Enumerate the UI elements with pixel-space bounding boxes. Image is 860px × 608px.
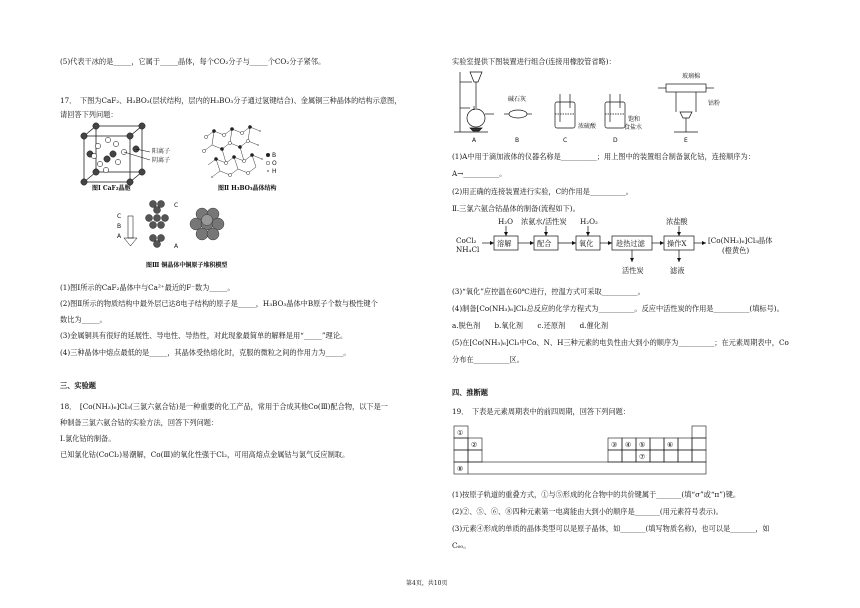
q17-part2-line2: 数比为_____。 — [60, 315, 107, 324]
label-apparatus-d: D — [613, 137, 618, 144]
label-apparatus-e: E — [684, 137, 688, 144]
flow-step-complex: 配合 — [537, 239, 552, 248]
label-cobalt-powder: 钴粉 — [708, 100, 721, 107]
fig3-layer-a: A — [117, 233, 122, 240]
flow-step-operation-x: 操作X — [667, 239, 687, 248]
fig2-legend-o: O — [272, 160, 277, 167]
table-mark-7: ⑦ — [639, 452, 646, 461]
q17-intro-line1: 17． 下图为CaF₂、H₃BO₃(层状结构，层内的H₃BO₃分子通过氢键结合)、金属铜三种晶体的结构示意图， — [60, 96, 402, 105]
flow-product: [Co(NH₃)₆]Cl₃晶体 — [708, 236, 773, 245]
flow-reagent-ammonia-carbon: 浓氨水/活性炭 — [521, 217, 567, 226]
flow-step-dissolve: 溶解 — [497, 239, 512, 248]
q18-part-II: Ⅱ.三氯六氨合钴晶体的制备(流程如下)。 — [452, 204, 580, 213]
label-saturated-2: 食盐水 — [624, 124, 643, 131]
fig2-legend-b: B — [272, 152, 277, 159]
flow-reactant-nh4cl: NH₄Cl — [456, 245, 480, 254]
copper-packing-figure — [116, 196, 246, 258]
q19-part3-line1: (3)元素④形成的单质的晶体类型可以是原子晶体，如_______(填写物质名称)，也可以是_______，如 — [452, 524, 770, 533]
flow-reagent-water: H₂O — [498, 217, 514, 226]
section-inference-heading: 四、推断题 — [452, 388, 488, 397]
q17-part1: (1)图Ⅰ所示的CaF₂晶体中与Ca²⁺最近的F⁻数为_____。 — [60, 283, 235, 292]
q16-part5: (5)代表干冰的是_____，它属于_____晶体，每个CO₂分子与_____个CO₂分子紧邻。 — [60, 57, 326, 66]
q18-part1-line1: (1)A中用于滴加液体的仪器名称是__________；用上图中的装置组合制备氯化钴，连接顺序为： — [452, 152, 755, 161]
flow-reactant-cocl2: CoCl₂ — [456, 236, 477, 245]
periodic-table-outline — [452, 424, 712, 484]
q18-part4-line1: (4)制备[Co(NH₃)₆]Cl₃总反应的化学方程式为__________。反应中活性炭的作用是__________(填标号)。 — [452, 304, 784, 313]
table-mark-6: ⑥ — [667, 440, 674, 449]
table-mark-2: ② — [471, 440, 478, 449]
fig3-top-c: C — [174, 202, 179, 209]
q18-part5-line2: 分布在__________区。 — [452, 355, 524, 364]
q18-part-I: Ⅰ.氯化钴的制备。 — [60, 434, 116, 443]
label-saturated-1: 饱和 — [628, 116, 641, 123]
q19-part1: (1)按原子轨道的重叠方式，①与⑤形成的化合物中的共价键属于_______(填“σ”或“π”)键。 — [452, 490, 741, 499]
flow-reagent-conc-hcl: 浓盐酸 — [666, 217, 688, 226]
table-mark-5: ⑤ — [639, 440, 646, 449]
fig2-legend-h: H — [272, 168, 277, 175]
q17-part4: (4)三种晶体中熔点最低的是_____，其晶体受热熔化时，克服的微粒之间的作用力为_____。 — [60, 348, 351, 357]
q18-part3: (3)“氧化”应控温在60℃进行，控温方式可采取__________。 — [452, 287, 645, 296]
q17-intro-line2: 请回答下列问题： — [60, 110, 118, 119]
page-footer: 第4页，共10页 — [406, 580, 448, 587]
fig1-label-cation: 阳离子 — [152, 148, 171, 155]
apparatus-intro: 实验室提供下图装置进行组合(连接用橡胶管省略)： — [452, 57, 616, 66]
fig1-caption: 图Ⅰ CaF₂晶胞 — [92, 185, 131, 192]
table-mark-1: ① — [457, 428, 464, 437]
fig3-bottom-a: A — [174, 243, 179, 250]
flow-step-hot-filter: 趁热过滤 — [616, 239, 645, 248]
label-apparatus-c: C — [563, 137, 568, 144]
q18-known-info: 已知氯化钴(CoCl₂)易潮解，Co(Ⅲ)的氧化性强于Cl₂，可用高熔点金属钴与氯气反应制取。 — [60, 450, 350, 459]
q19-intro: 19． 下表是元素周期表中的前四周期，回答下列问题： — [452, 407, 631, 416]
fig3-layer-c: C — [117, 213, 122, 220]
label-glass-wool: 玻璃棉 — [682, 73, 701, 80]
q18-part5-line1: (5)在[Co(NH₃)₆]Cl₃中Co、N、H三种元素的电负性由大到小的顺序为__________；在元素周期表中，Co — [452, 338, 789, 347]
section-experiment-heading: 三、实验题 — [60, 381, 96, 390]
flow-output-activated-carbon: 活性炭 — [622, 266, 644, 275]
table-mark-3: ③ — [611, 440, 618, 449]
q17-part2-line1: (2)图Ⅱ所示的物质结构中最外层已达8电子结构的原子是_____，H₃BO₃晶体中B原子个数与极性键个 — [60, 299, 378, 308]
table-mark-4: ④ — [625, 440, 632, 449]
fig3-caption: 图Ⅲ 铜晶体中铜原子堆积模型 — [146, 262, 228, 269]
label-conc-sulfuric-acid: 浓硫酸 — [578, 123, 597, 130]
fig1-label-anion: 阴离子 — [152, 157, 171, 164]
q19-part3-line2: C₆₀。 — [452, 541, 471, 550]
label-soda-lime: 碱石灰 — [508, 96, 527, 103]
q18-part4-options: a.脱色剂 b.氧化剂 c.还原剂 d.催化剂 — [452, 321, 609, 330]
flow-step-oxidize: 氧化 — [579, 239, 594, 248]
flow-output-filtrate: 滤液 — [670, 266, 685, 275]
q18-part2: (2)用正确的连接装置进行实验，C的作用是__________。 — [452, 187, 633, 196]
q18-intro-line1: 18． [Co(NH₃)₆]Cl₃(三氯六氨合钴)是一种重要的化工产品，常用于合成其他Co(Ⅲ)配合物，以下是一 — [60, 402, 388, 411]
fig2-caption: 图Ⅱ H₃BO₃晶体结构 — [218, 185, 277, 192]
table-mark-8: ⑧ — [457, 464, 464, 473]
fig3-layer-b: B — [117, 223, 122, 230]
flow-product-color: (橙黄色) — [722, 246, 750, 255]
q19-part2: (2)②、⑤、⑥、⑧四种元素第一电离能由大到小的顺序是_______(用元素符号表示)。 — [452, 507, 723, 516]
label-apparatus-a: A — [472, 137, 477, 144]
q17-part3: (3)金属铜具有很好的延展性、导电性、导热性，对此现象最简单的解释是用“_____”理论。 — [60, 331, 348, 340]
flow-reagent-h2o2: H₂O₂ — [580, 217, 598, 226]
label-apparatus-b: B — [515, 137, 520, 144]
q18-intro-line2: 种制备三氯六氨合钴的实验方法，回答下列问题： — [60, 418, 219, 427]
q18-part1-line2: A→__________。 — [452, 169, 507, 178]
